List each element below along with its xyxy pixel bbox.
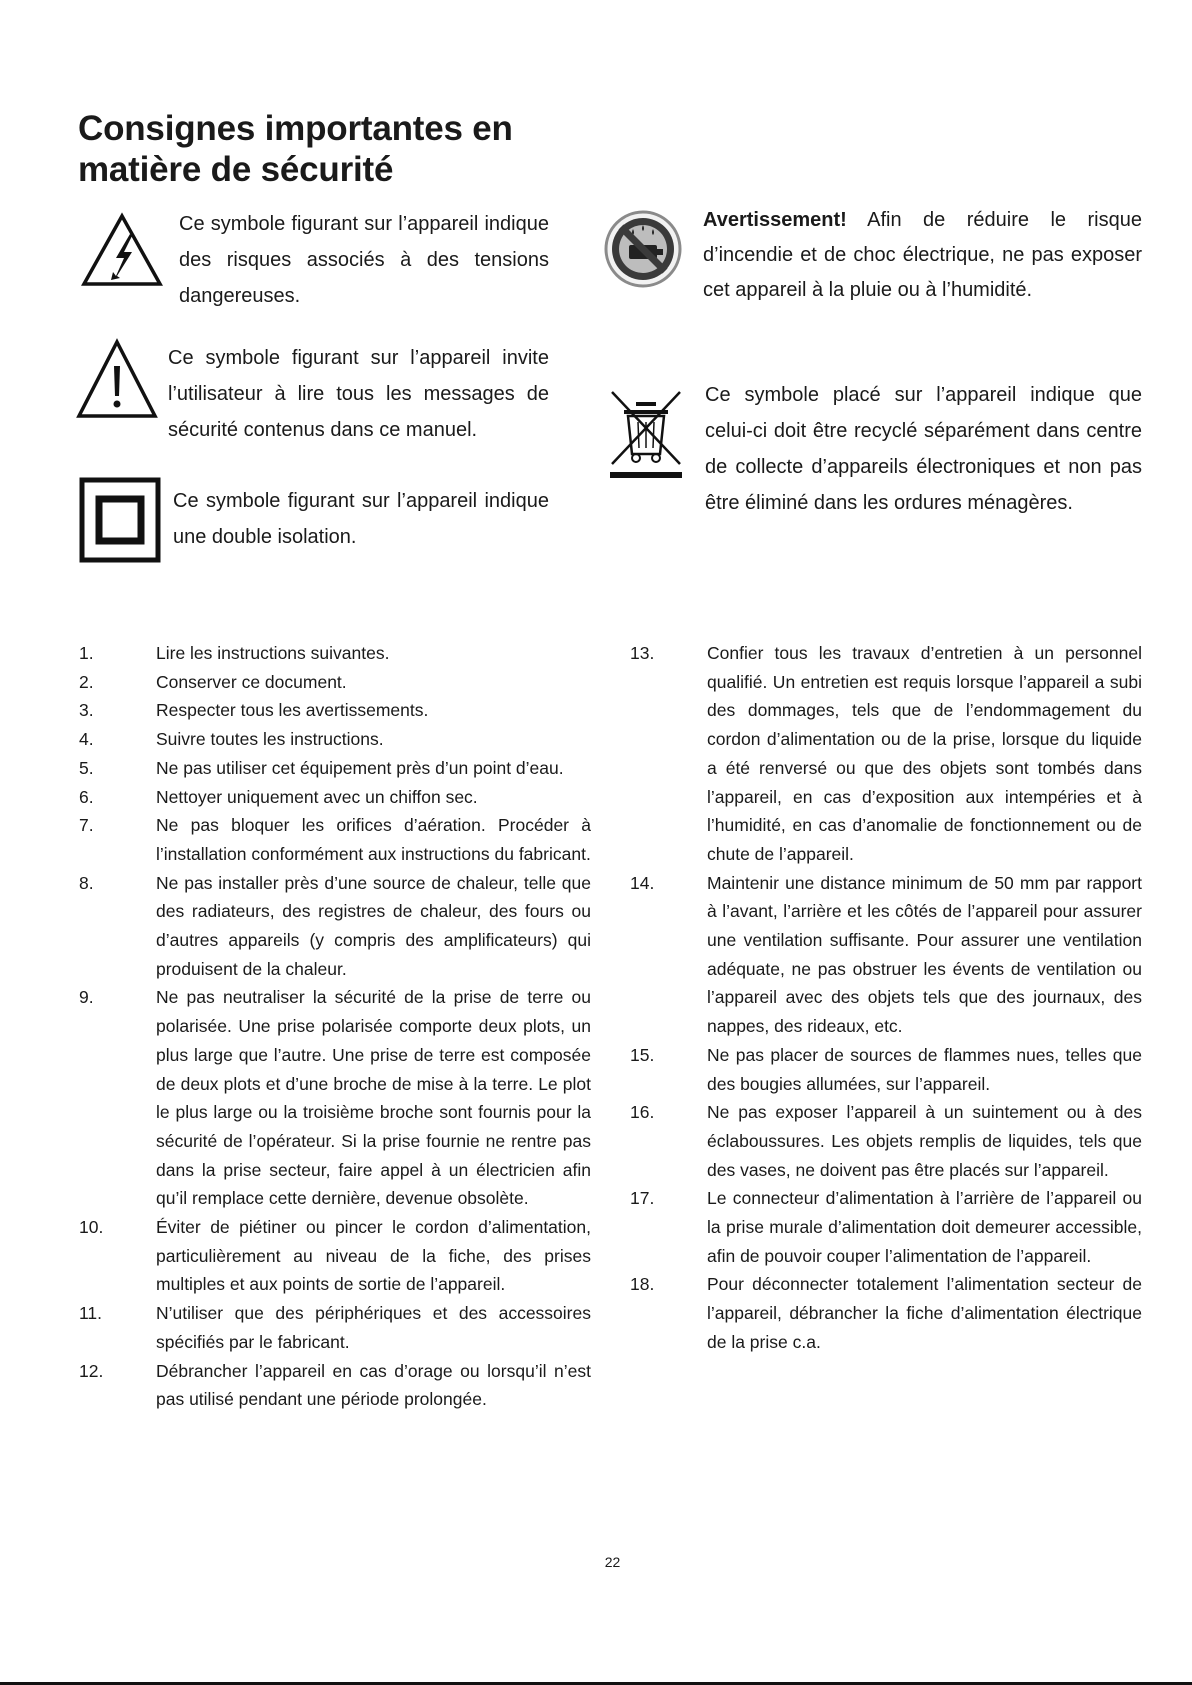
instructions-right-column: [630, 639, 1142, 1357]
item-text: Lire les instructions suivantes.: [156, 643, 390, 663]
list-item: [79, 1299, 591, 1356]
list-item: [79, 639, 591, 668]
list-item: [630, 1041, 1142, 1098]
item-number: 14.: [630, 872, 655, 893]
item-text: Confier tous les travaux d’entretien à un personnel qualifié. Un entretien est requis lorsque l’appareil a subi des dommages, tels que de l’endommagement du cordon d’alimentation ou de la prise, lorsque du liquide a été renversé ou que des objets sont tombés dans l’appareil, en cas d’exposition aux intempéries et à l’humidité, en cas d’anomalie de fonctionnement ou de chute de l’appareil.: [707, 643, 1142, 864]
item-number: 16.: [630, 1102, 655, 1123]
item-text: Le connecteur d’alimentation à l’arrière de l’appareil ou la prise murale d’alimentation doit demeurer accessible, afin de pouvoir couper l’alimentation de l’appareil.: [707, 1188, 1142, 1266]
item-number: 8.: [79, 872, 94, 893]
list-item: [630, 639, 1142, 869]
item-text: Ne pas utiliser cet équipement près d’un point d’eau.: [156, 757, 564, 778]
list-item: [79, 1213, 591, 1299]
item-text: Conserver ce document.: [156, 671, 347, 692]
exclamation-warning-triangle-icon: [75, 338, 159, 420]
item-number: 3.: [79, 700, 94, 721]
item-text: Pour déconnecter totalement l’alimentation secteur de l’appareil, débrancher la fiche d’alimentation électrique de la prise c.a.: [707, 1274, 1142, 1352]
item-number: 2.: [79, 671, 94, 692]
recycle-symbol-description: Ce symbole placé sur l’appareil indique que celui-ci doit être recyclé séparément dans centre de collecte d’appareils électroniques et non pas être éliminé dans les ordures ménagères.: [705, 384, 1142, 514]
lightning-warning-triangle-icon: [80, 212, 164, 288]
item-text: Ne pas neutraliser la sécurité de la prise de terre ou polarisée. Une prise polarisée comporte deux plots, un plus large que l’autre. Une prise de terre est composée de deux plots et d’une broche de mise à la terre. Le plot le plus large ou la troisième broche sont fournis pour la sécurité de l’opérateur. Si la prise fournie ne rentre pas dans la prise secteur, faire appel à un électricien afin qu’il remplace cette dernière, devenue obsolète.: [156, 987, 591, 1209]
instructions-left-column: [79, 639, 591, 1414]
list-item: [630, 1184, 1142, 1270]
item-number: 5.: [79, 757, 94, 778]
list-item: [630, 869, 1142, 1041]
item-text: Ne pas placer de sources de flammes nues, telles que des bougies allumées, sur l’appareil.: [707, 1044, 1142, 1094]
item-number: 13.: [630, 643, 655, 663]
item-number: 9.: [79, 987, 94, 1008]
list-item: [630, 1270, 1142, 1356]
list-item: [79, 1357, 591, 1414]
item-text: Éviter de piétiner ou pincer le cordon d’alimentation, particulièrement au niveau de la fiche, des prises multiples et aux points de sortie de l’appareil.: [156, 1217, 591, 1295]
list-item: [79, 696, 591, 725]
item-text: Ne pas exposer l’appareil à un suintement ou à des éclaboussures. Les objets remplis de liquides, tels que des vases, ne doivent pas être placés sur l’appareil.: [707, 1102, 1142, 1180]
rain-warning-text: [703, 203, 1142, 308]
item-number: 7.: [79, 815, 94, 836]
page-title-line-2: matière de sécurité: [78, 150, 394, 189]
item-number: 11.: [79, 1303, 103, 1324]
list-item: [79, 811, 591, 868]
page-title: [78, 108, 638, 190]
list-item: [79, 668, 591, 697]
item-number: 15.: [630, 1044, 655, 1065]
item-number: 18.: [630, 1274, 655, 1295]
item-text: Maintenir une distance minimum de 50 mm par rapport à l’avant, l’arrière et les côtés de l’appareil pour assurer une ventilation suffisante. Pour assurer une ventilation adéquate, ne pas obstruer les évents de ventilation ou l’appareil avec des objets tels que des journaux, des nappes, des rideaux, etc.: [707, 872, 1142, 1037]
voltage-symbol-description: Ce symbole figurant sur l’appareil indique des risques associés à des tensions dangereuses.: [179, 213, 549, 307]
page-number: 22: [604, 1554, 621, 1570]
item-text: N’utiliser que des périphériques et des accessoires spécifiés par le fabricant.: [156, 1303, 591, 1352]
warning-label: Avertissement!: [703, 209, 847, 231]
crossed-out-wheelie-bin-icon: [608, 388, 684, 480]
item-text: Ne pas installer près d’une source de chaleur, telle que des radiateurs, des registres de chaleur, des fours ou d’autres appareils (y compris des amplificateurs) qui produisent de la chaleur.: [156, 872, 591, 979]
list-item: [79, 983, 591, 1213]
double-insulation-description: Ce symbole figurant sur l’appareil indique une double isolation.: [173, 490, 549, 548]
item-text: Débrancher l’appareil en cas d’orage ou lorsqu’il n’est pas utilisé pendant une période prolongée.: [156, 1360, 591, 1410]
list-item: [79, 754, 591, 783]
list-item: [79, 783, 591, 812]
item-number: 12.: [79, 1360, 104, 1381]
list-item: [79, 869, 591, 984]
page-title-line-1: Consignes importantes en: [78, 109, 513, 148]
item-number: 10.: [79, 1217, 104, 1238]
item-number: 17.: [630, 1188, 655, 1209]
item-text: Respecter tous les avertissements.: [156, 700, 429, 721]
rain-warning-description: Afin de réduire le risque d’incendie et de choc électrique, ne pas exposer cet appareil à la pluie ou à l’humidité.: [703, 209, 1142, 301]
double-insulation-square-icon: [79, 477, 161, 563]
item-text: Suivre toutes les instructions.: [156, 729, 384, 750]
item-number: 1.: [79, 643, 94, 663]
item-text: Nettoyer uniquement avec un chiffon sec.: [156, 786, 478, 807]
list-item: [79, 725, 591, 754]
item-number: 4.: [79, 729, 94, 750]
no-water-exposure-icon: [603, 209, 683, 289]
item-text: Ne pas bloquer les orifices d’aération. Procéder à l’installation conformément aux instructions du fabricant.: [156, 815, 591, 864]
manual-symbol-description: Ce symbole figurant sur l’appareil invite l’utilisateur à lire tous les messages de sécurité contenus dans ce manuel.: [168, 347, 549, 441]
item-number: 6.: [79, 786, 94, 807]
list-item: [630, 1098, 1142, 1184]
